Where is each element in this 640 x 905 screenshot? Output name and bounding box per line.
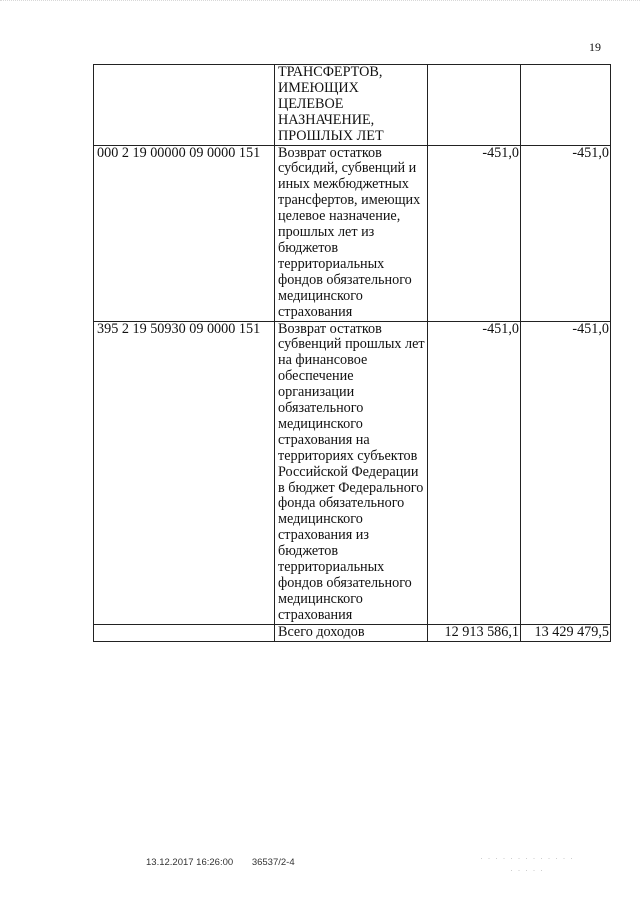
total-value-cell-2: 13 429 479,5: [521, 624, 611, 641]
budget-code-cell: 395 2 19 50930 09 0000 151: [94, 321, 275, 624]
table-row-total: [94, 624, 611, 641]
value-cell-1: [428, 65, 521, 146]
table-row: [94, 145, 611, 321]
budget-code-cell: [94, 624, 275, 641]
value-cell-2: -451,0: [521, 145, 611, 321]
value-cell-2: -451,0: [521, 321, 611, 624]
table-row: [94, 321, 611, 624]
value-cell-1: -451,0: [428, 145, 521, 321]
scan-edge: [0, 0, 640, 7]
page-number: 19: [589, 40, 601, 54]
total-value-cell-1: 12 913 586,1: [428, 624, 521, 641]
item-name-cell: Всего доходов: [275, 624, 428, 641]
footer-timestamp: 13.12.2017 16:26:00: [146, 857, 234, 868]
item-name-cell: Возврат остатков субсидий, субвенций и иных межбюджетных трансфертов, имеющих целевое назначение, прошлых лет из бюджетов территориальных фондов обязательного медицинского страхования: [275, 145, 428, 321]
revenue-table: [93, 64, 611, 642]
faint-stamp-mark: · · · · · · · · · · · · · · · · · ·: [480, 853, 574, 875]
footer-doc-id: 36537/2-4: [251, 857, 295, 868]
footer-meta: [146, 857, 295, 868]
table-row: [94, 65, 611, 146]
item-name-text: ТРАНСФЕРТОВ, ИМЕЮЩИХ ЦЕЛЕВОЕ НАЗНАЧЕНИЕ, ПРОШЛЫХ ЛЕТ: [278, 64, 384, 144]
item-name-cell: [275, 65, 428, 146]
budget-code-cell: 000 2 19 00000 09 0000 151: [94, 145, 275, 321]
budget-code-cell: [94, 65, 275, 146]
item-name-cell: Возврат остатков субвенций прошлых лет на финансовое обеспечение организации обязательного медицинского страхования на территориях субъектов Российской Федерации в бюджет Федерального фонда обязательного медицинского страхования из бюджетов территориальных фондов обязательного медицинского страхования: [275, 321, 428, 624]
value-cell-1: -451,0: [428, 321, 521, 624]
value-cell-2: [521, 65, 611, 146]
